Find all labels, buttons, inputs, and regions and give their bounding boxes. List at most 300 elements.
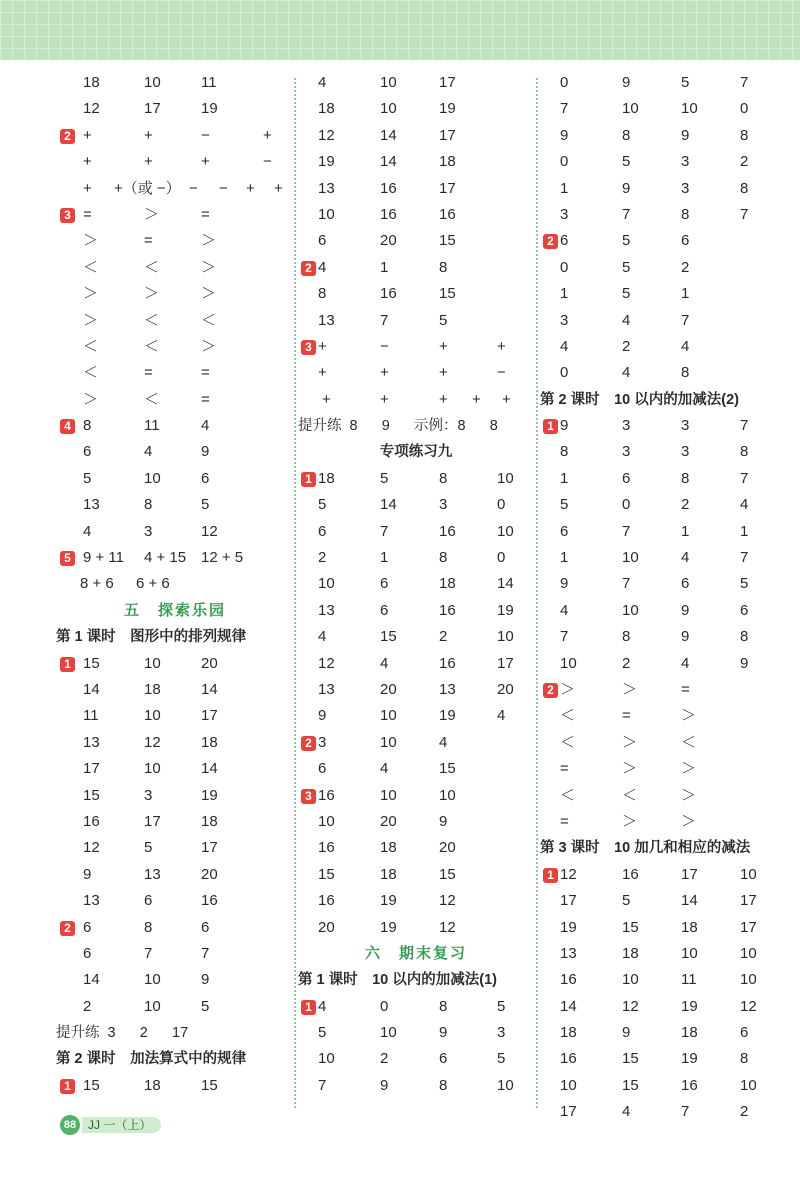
answer-row [56, 571, 294, 597]
answer-row [56, 413, 294, 439]
answer-cell: 14 [380, 153, 397, 171]
answer-row [298, 730, 534, 756]
answer-cell: 10 [740, 1076, 757, 1094]
answer-cell: ＞ [144, 205, 160, 223]
answer-cell: 4 [622, 364, 631, 382]
answer-cell: 9 [201, 443, 210, 461]
answer-cell: ＜ [144, 337, 160, 355]
answer-cell: = [201, 205, 210, 223]
question-number-badge: 2 [301, 261, 316, 276]
answer-cell: 16 [439, 522, 456, 540]
answer-cell: 5 [622, 892, 631, 910]
answer-cell: 4 [144, 443, 153, 461]
answer-cell: 10 [380, 786, 397, 804]
answer-cell: 2 [622, 654, 631, 672]
answer-cell: 10 [318, 812, 335, 830]
answer-cell: 8 [681, 205, 690, 223]
answer-cell: ＞ [560, 680, 576, 698]
answer-cell: 18 [560, 1024, 577, 1042]
answer-cell: + [83, 179, 92, 197]
answer-cell: 9 [740, 654, 749, 672]
answer-cell: 10 [144, 760, 161, 778]
answer-row [540, 1020, 790, 1046]
answer-cell: 7 [740, 469, 749, 487]
answer-cell: 14 [560, 997, 577, 1015]
answer-cell: ＞ [83, 311, 99, 329]
answer-cell: ＞ [622, 760, 638, 778]
answer-cell: 17 [681, 865, 698, 883]
answer-cell: 10 [740, 865, 757, 883]
answer-cell: − [380, 337, 389, 355]
answer-cell: 0 [497, 549, 506, 567]
answer-cell: ＜ [622, 786, 638, 804]
answer-cell: ＞ [681, 760, 697, 778]
answer-cell: 13 [318, 179, 335, 197]
answer-cell: 3 [144, 522, 153, 540]
answer-row [56, 334, 294, 360]
answer-row [298, 703, 534, 729]
answer-row [56, 176, 294, 202]
grade-label: JJ 一（上） [82, 1117, 161, 1133]
answer-row [298, 70, 534, 96]
answer-row [56, 149, 294, 175]
answer-cell: 20 [380, 680, 397, 698]
answer-cell: 2 [681, 496, 690, 514]
lesson-heading: 第 1 课时 10 以内的加减法(1) [298, 972, 497, 989]
answer-row [298, 835, 534, 861]
answer-row [540, 756, 790, 782]
answer-row [298, 783, 534, 809]
answer-row [540, 967, 790, 993]
answer-cell: 7 [681, 1103, 690, 1121]
answer-cell: 6 [318, 522, 327, 540]
answer-cell: 17 [497, 654, 514, 672]
answer-cell: ＜ [201, 311, 217, 329]
answer-cell: 8 [740, 1050, 749, 1068]
answer-column-2 [298, 70, 534, 1099]
answer-cell: 19 [201, 786, 218, 804]
answer-cell: 9 [560, 575, 569, 593]
answer-cell: = [560, 760, 569, 778]
lesson-heading: 第 2 课时 10 以内的加减法(2) [540, 391, 739, 408]
answer-cell: − [263, 153, 272, 171]
answer-row [298, 255, 534, 281]
answer-cell: 17 [439, 74, 456, 91]
answer-cell: 17 [740, 918, 757, 936]
answer-cell: 20 [380, 812, 397, 830]
answer-row [56, 1073, 294, 1099]
answer-cell: 13 [83, 733, 100, 751]
answer-cell: 16 [439, 205, 456, 223]
question-number-badge: 1 [543, 868, 558, 883]
answer-row [540, 624, 790, 650]
answer-cell: 8 [439, 469, 448, 487]
answer-cell: 6 [681, 232, 690, 250]
answer-cell: ＞ [201, 232, 217, 250]
answer-cell: 10 [622, 100, 639, 118]
answer-cell: 0 [560, 74, 569, 91]
question-number-badge: 2 [60, 129, 75, 144]
answer-cell: 4 [497, 707, 506, 725]
answer-cell: ＞ [144, 285, 160, 303]
answer-cell: 8 [740, 126, 749, 144]
answer-cell: 7 [622, 205, 631, 223]
answer-cell: 10 [144, 971, 161, 989]
answer-row [298, 1073, 534, 1099]
answer-cell: 10 [144, 654, 161, 672]
answer-cell: 5 [83, 469, 92, 487]
answer-cell: 10 [560, 1076, 577, 1094]
lesson-heading: 专项练习九 [379, 444, 453, 461]
answer-cell: 19 [439, 100, 456, 118]
answer-row [298, 809, 534, 835]
answer-cell: +（或 −） [114, 179, 181, 197]
answer-cell: 14 [681, 892, 698, 910]
answer-cell: 17 [740, 892, 757, 910]
answer-cell: 5 [622, 153, 631, 171]
answer-row [540, 176, 790, 202]
answer-cell: ＜ [560, 733, 576, 751]
answer-cell: 10 [380, 100, 397, 118]
lesson-heading: 第 1 课时 图形中的排列规律 [56, 629, 247, 646]
answer-cell: 9 [380, 1076, 389, 1094]
answer-cell: 16 [622, 865, 639, 883]
answer-cell: 9 [681, 126, 690, 144]
answer-cell: 17 [439, 126, 456, 144]
answer-cell: + [274, 179, 283, 197]
answer-cell: 1 [681, 522, 690, 540]
answer-cell: 5 [380, 469, 389, 487]
answer-cell: 7 [740, 74, 749, 91]
column-divider [294, 78, 296, 1108]
answer-row [540, 703, 790, 729]
answer-cell: ＜ [560, 707, 576, 725]
answer-cell: 6 [83, 918, 92, 936]
answer-cell: + [201, 153, 210, 171]
answer-cell: 6 [83, 944, 92, 962]
answer-cell: 10 [497, 628, 514, 646]
answer-cell: 10 [380, 733, 397, 751]
answer-cell: = [622, 707, 631, 725]
answer-cell: 3 [497, 1024, 506, 1042]
answer-row [298, 149, 534, 175]
answer-cell: 3 [681, 179, 690, 197]
answer-cell: 1 [380, 549, 389, 567]
answer-cell: 17 [560, 892, 577, 910]
answer-cell: 16 [380, 205, 397, 223]
question-number-badge: 2 [301, 736, 316, 751]
answer-cell: = [560, 812, 569, 830]
answer-cell: 12 [144, 733, 161, 751]
answer-cell: 2 [439, 628, 448, 646]
answer-cell: + [439, 390, 448, 408]
answer-cell: 4 [380, 654, 389, 672]
answer-cell: 6 [740, 601, 749, 619]
answer-cell: 16 [83, 812, 100, 830]
answer-cell: 7 [740, 205, 749, 223]
question-number-badge: 3 [60, 208, 75, 223]
answer-cell: 3 [681, 153, 690, 171]
answer-cell: 18 [144, 1076, 161, 1094]
answer-cell: 6 [681, 575, 690, 593]
answer-cell: 7 [740, 417, 749, 435]
answer-cell: 7 [380, 311, 389, 329]
answer-row [56, 967, 294, 993]
answer-cell: 7 [201, 944, 210, 962]
answer-row [540, 413, 790, 439]
answer-cell: 18 [201, 733, 218, 751]
answer-cell: 8 + 6 [80, 575, 114, 593]
answer-cell: 14 [83, 971, 100, 989]
answer-cell: 9 [622, 1024, 631, 1042]
answer-cell: 9 [560, 417, 569, 435]
answer-cell: 10 [439, 786, 456, 804]
answer-cell: 8 [83, 417, 92, 435]
answer-row [298, 281, 534, 307]
answer-cell: 3 [318, 733, 327, 751]
answer-cell: 2 [740, 1103, 749, 1121]
answer-row [56, 677, 294, 703]
answer-cell: 0 [740, 100, 749, 118]
answer-cell: + [322, 390, 331, 408]
answer-cell: ＞ [681, 812, 697, 830]
answer-cell: 18 [201, 812, 218, 830]
answer-cell: 4 [83, 522, 92, 540]
answer-cell: 6 [83, 443, 92, 461]
answer-row [540, 545, 790, 571]
answer-cell: 4 [560, 601, 569, 619]
answer-cell: 20 [318, 918, 335, 936]
answer-cell: 8 [439, 1076, 448, 1094]
answer-cell: = [83, 205, 92, 223]
answer-cell: 10 [622, 971, 639, 989]
answer-cell: 12 [622, 997, 639, 1015]
answer-cell: 3 [144, 786, 153, 804]
answer-cell: 8 [144, 496, 153, 514]
answer-cell: 12 [201, 522, 218, 540]
answer-cell: 13 [318, 601, 335, 619]
answer-cell: 8 [622, 126, 631, 144]
answer-cell: 9 + 11 [83, 549, 125, 567]
answer-cell: 6 [318, 760, 327, 778]
answer-cell: 4 [681, 549, 690, 567]
answer-cell: 14 [380, 126, 397, 144]
answer-row [56, 123, 294, 149]
answer-cell: 8 [740, 443, 749, 461]
answer-cell: 0 [560, 258, 569, 276]
answer-cell: + [502, 390, 511, 408]
answer-cell: + [497, 337, 506, 355]
answer-cell: 12 [740, 997, 757, 1015]
answer-row [540, 915, 790, 941]
answer-row [540, 466, 790, 492]
answer-row [540, 123, 790, 149]
question-number-badge: 1 [301, 472, 316, 487]
answer-cell: 4 [622, 1103, 631, 1121]
answer-cell: 17 [201, 707, 218, 725]
answer-row [540, 862, 790, 888]
answer-cell: 10 [318, 575, 335, 593]
answer-cell: + [380, 390, 389, 408]
answer-cell: 10 [144, 707, 161, 725]
answer-row [298, 519, 534, 545]
answer-row [298, 202, 534, 228]
answer-row [56, 70, 294, 96]
question-number-badge: 4 [60, 419, 75, 434]
answer-cell: 10 [144, 997, 161, 1015]
answer-cell: 11 [83, 707, 99, 725]
answer-cell: ＞ [622, 680, 638, 698]
answer-row [56, 703, 294, 729]
answer-cell: 4 [681, 337, 690, 355]
answer-row [298, 545, 534, 571]
answer-cell: 1 [560, 285, 569, 303]
answer-cell: 0 [622, 496, 631, 514]
answer-cell: 3 [439, 496, 448, 514]
answer-cell: 4 + 15 [144, 549, 187, 567]
answer-cell: 2 [380, 1050, 389, 1068]
answer-cell: 17 [201, 839, 218, 857]
answer-cell: 5 [318, 1024, 327, 1042]
answer-row [298, 176, 534, 202]
answer-column-3 [540, 70, 790, 1126]
answer-cell: 6 [622, 469, 631, 487]
answer-cell: 18 [380, 865, 397, 883]
answer-row [540, 598, 790, 624]
answer-cell: = [201, 364, 210, 382]
answer-cell: ＞ [681, 707, 697, 725]
answer-cell: 7 [560, 100, 569, 118]
answer-cell: 20 [380, 232, 397, 250]
answer-cell: 2 [83, 997, 92, 1015]
answer-row [298, 1046, 534, 1072]
answer-cell: 6 [439, 1050, 448, 1068]
answer-cell: 10 [380, 74, 397, 91]
answer-row [540, 941, 790, 967]
answer-cell: 4 [318, 74, 327, 91]
answer-cell: 17 [144, 100, 161, 118]
answer-cell: ＞ [83, 390, 99, 408]
answer-row [298, 994, 534, 1020]
answer-cell: 15 [201, 1076, 218, 1094]
answer-cell: 8 [681, 469, 690, 487]
answer-cell: 19 [560, 918, 577, 936]
question-number-badge: 1 [543, 419, 558, 434]
answer-cell: 16 [380, 179, 397, 197]
answer-cell: 15 [439, 760, 456, 778]
answer-row [298, 334, 534, 360]
answer-cell: 9 [622, 74, 631, 91]
answer-row [56, 994, 294, 1020]
answer-row [298, 571, 534, 597]
answer-cell: 10 [497, 1076, 514, 1094]
lesson-heading: 第 3 课时 10 加几和相应的减法 [540, 840, 751, 857]
answer-cell: 0 [560, 364, 569, 382]
answer-row [540, 70, 790, 96]
answer-cell: 10 [144, 74, 161, 91]
answer-cell: 6 [318, 232, 327, 250]
answer-cell: 4 [318, 997, 327, 1015]
answer-row [540, 96, 790, 122]
answer-cell: = [144, 232, 153, 250]
answer-row [298, 123, 534, 149]
answer-cell: 7 [380, 522, 389, 540]
answer-cell: 18 [681, 918, 698, 936]
answer-cell: 10 [318, 205, 335, 223]
answer-cell: 8 [439, 258, 448, 276]
answer-cell: 18 [439, 575, 456, 593]
answer-row [540, 334, 790, 360]
answer-cell: 4 [201, 417, 210, 435]
answer-cell: 10 [622, 601, 639, 619]
answer-cell: + [380, 364, 389, 382]
answer-cell: 8 [681, 364, 690, 382]
answer-cell: 9 [201, 971, 210, 989]
answer-cell: 19 [318, 153, 335, 171]
answer-row [540, 783, 790, 809]
answer-cell: 4 [560, 337, 569, 355]
answer-cell: 7 [144, 944, 153, 962]
answer-row [540, 651, 790, 677]
answer-cell: 17 [560, 1103, 577, 1121]
answer-cell: = [201, 390, 210, 408]
answer-cell: 12 [83, 100, 100, 118]
answer-row [56, 466, 294, 492]
answer-row [56, 941, 294, 967]
answer-cell: 14 [497, 575, 514, 593]
answer-cell: 6 [560, 522, 569, 540]
answer-row [56, 387, 294, 413]
answer-cell: 10 [318, 1050, 335, 1068]
answer-cell: + [83, 126, 92, 144]
answer-cell: 17 [439, 179, 456, 197]
answer-cell: 15 [439, 232, 456, 250]
answer-cell: 16 [318, 892, 335, 910]
answer-cell: 10 [560, 654, 577, 672]
answer-row [298, 492, 534, 518]
answer-column-1 [56, 70, 294, 1099]
answer-cell: 12 [560, 865, 577, 883]
answer-row [56, 915, 294, 941]
answer-row [540, 571, 790, 597]
answer-row [540, 255, 790, 281]
answer-cell: 14 [201, 760, 218, 778]
answer-cell: 2 [622, 337, 631, 355]
answer-row [298, 466, 534, 492]
answer-cell: ＜ [560, 786, 576, 804]
answer-row [298, 915, 534, 941]
answer-cell: 13 [83, 892, 100, 910]
answer-row [540, 888, 790, 914]
answer-cell: ＜ [83, 337, 99, 355]
question-number-badge: 1 [60, 1079, 75, 1094]
answer-cell: = [144, 364, 153, 382]
answer-cell: 6 [201, 918, 210, 936]
answer-cell: ＞ [83, 232, 99, 250]
answer-row [540, 1046, 790, 1072]
answer-cell: 8 [740, 179, 749, 197]
answer-cell: 20 [201, 865, 218, 883]
answer-cell: 18 [439, 153, 456, 171]
answer-cell: 5 [318, 496, 327, 514]
answer-cell: 19 [201, 100, 218, 118]
answer-cell: 10 [380, 1024, 397, 1042]
answer-cell: 9 [439, 1024, 448, 1042]
answer-cell: 1 [560, 179, 569, 197]
answer-cell: 1 [560, 469, 569, 487]
answer-row [540, 281, 790, 307]
answer-cell: + [318, 364, 327, 382]
